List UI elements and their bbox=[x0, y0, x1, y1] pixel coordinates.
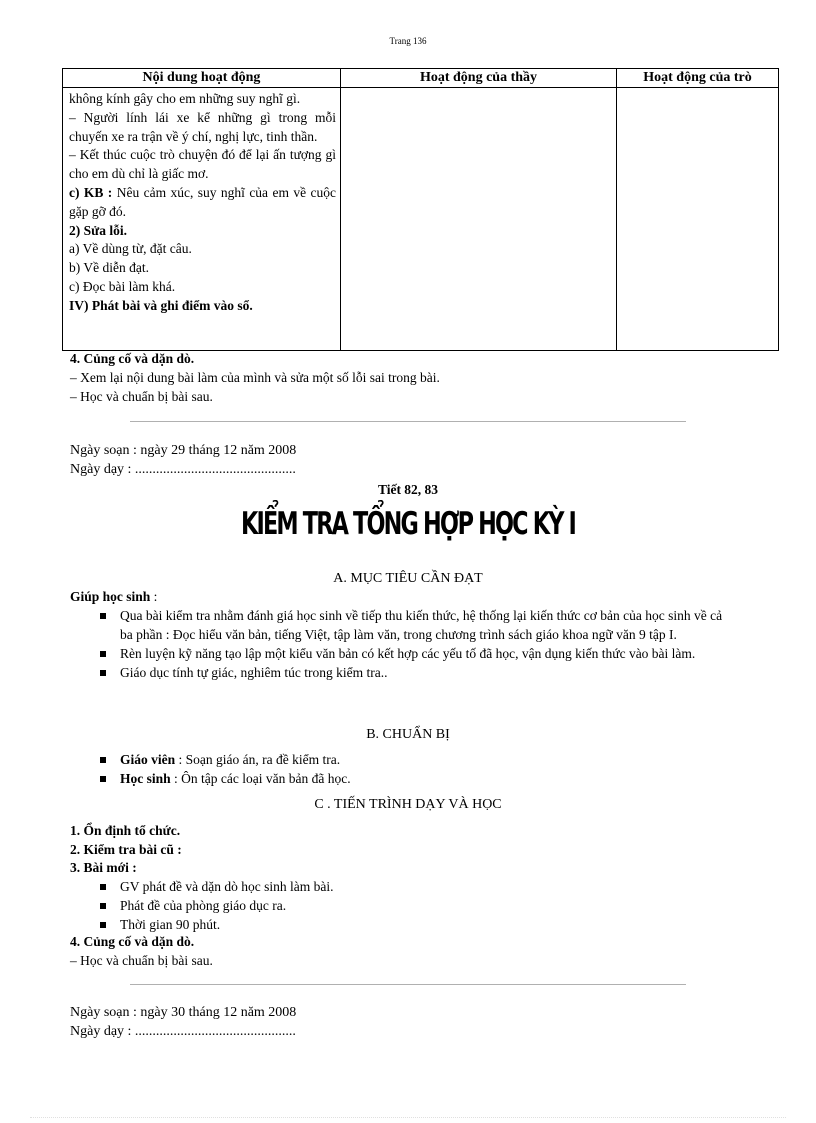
list-item bbox=[120, 769, 730, 788]
goal-text: Qua bài kiểm tra nhằm đánh giá học sinh về tiếp thu kiến thức, hệ thống lại kiến thức cơ bản của học sinh về cả ba phần : Đọc hiểu văn bản, tiếng Việt, tập làm văn, trong chương trình sách giáo khoa ngữ văn 9 tập I. bbox=[120, 608, 723, 642]
activity-table bbox=[62, 68, 779, 351]
content-line: – Người lính lái xe kể những gì trong mỗi chuyến xe ra trận về ý chí, nghị lực, tinh thần. bbox=[69, 109, 336, 144]
title-wrap bbox=[0, 506, 816, 542]
fix-b: b) Về diễn đạt. bbox=[69, 260, 149, 276]
item-text: Thời gian 90 phút. bbox=[120, 917, 221, 932]
next-date-prepared: Ngày soạn : ngày 30 tháng 12 năm 2008 bbox=[70, 1005, 297, 1020]
conclusion-text: Nêu cảm xúc, suy nghĩ của em về cuộc gặp gỡ đó. bbox=[69, 184, 336, 219]
header-student: Hoạt động của trò bbox=[617, 69, 779, 88]
bullet-icon bbox=[100, 757, 106, 763]
step-1: 1. Ổn định tổ chức. bbox=[70, 823, 181, 838]
bullet-icon bbox=[100, 884, 106, 890]
list-item bbox=[120, 644, 730, 663]
fix-c: c) Đọc bài làm khá. bbox=[69, 278, 176, 294]
table-header-row bbox=[63, 69, 779, 88]
consolidate-line-1: – Xem lại nội dung bài làm của mình và sửa một số lỗi sai trong bài. bbox=[70, 370, 440, 385]
next-date-taught: Ngày dạy : .............................................. bbox=[70, 1024, 296, 1039]
step-2: 2. Kiểm tra bài cũ : bbox=[70, 842, 182, 857]
date-taught: Ngày dạy : .............................................. bbox=[70, 462, 296, 477]
section-a-heading: A. MỤC TIÊU CẦN ĐẠT bbox=[333, 571, 483, 586]
new-lesson-list bbox=[120, 877, 730, 934]
list-item bbox=[120, 896, 730, 915]
conclusion-label: c) KB : bbox=[69, 184, 113, 200]
consolidate-title: 4. Củng cố và dặn dò. bbox=[70, 351, 195, 366]
exam-title: KIỂM TRA TỔNG HỢP HỌC KỲ I bbox=[240, 506, 576, 542]
prep-text: : Soạn giáo án, ra đề kiểm tra. bbox=[175, 752, 341, 767]
date-prepared: Ngày soạn : ngày 29 tháng 12 năm 2008 bbox=[70, 443, 297, 458]
period-label: Tiết 82, 83 bbox=[377, 482, 439, 497]
prep-list bbox=[120, 750, 730, 788]
bullet-icon bbox=[100, 922, 106, 928]
item-text: GV phát đề và dặn dò học sinh làm bài. bbox=[120, 879, 334, 894]
content-line: không kính gây cho em những suy nghĩ gì. bbox=[69, 91, 301, 106]
list-item bbox=[120, 915, 730, 934]
step-4: 4. Củng cố và dặn dò. bbox=[70, 934, 195, 949]
bullet-icon bbox=[100, 903, 106, 909]
list-item bbox=[120, 877, 730, 896]
page-number-header: Trang 136 bbox=[389, 36, 427, 46]
help-students-line bbox=[70, 587, 157, 606]
header-content: Nội dung hoạt động bbox=[63, 69, 341, 88]
return-title: IV) Phát bài và ghi điểm vào sổ. bbox=[69, 297, 253, 313]
consolidate-line-2: – Học và chuẩn bị bài sau. bbox=[70, 389, 213, 404]
help-label: Giúp học sinh bbox=[70, 589, 151, 604]
bullet-icon bbox=[100, 651, 106, 657]
divider bbox=[130, 421, 686, 422]
fix-title: 2) Sửa lỗi. bbox=[69, 222, 127, 238]
section-c-heading: C . TIẾN TRÌNH DẠY VÀ HỌC bbox=[314, 797, 502, 812]
bullet-icon bbox=[100, 670, 106, 676]
item-text: Phát đề của phòng giáo dục ra. bbox=[120, 898, 287, 913]
fix-a: a) Về dùng từ, đặt câu. bbox=[69, 241, 192, 257]
step-4-line: – Học và chuẩn bị bài sau. bbox=[70, 953, 213, 968]
help-colon: : bbox=[150, 589, 158, 604]
teacher-cell bbox=[341, 88, 617, 351]
prep-label: Học sinh bbox=[120, 771, 171, 786]
step-3: 3. Bài mới : bbox=[70, 860, 137, 875]
table-row bbox=[63, 88, 779, 351]
section-b-heading: B. CHUẨN BỊ bbox=[366, 727, 450, 742]
list-item bbox=[120, 663, 730, 682]
list-item bbox=[120, 750, 730, 769]
student-cell bbox=[617, 88, 779, 351]
goal-text: Giáo dục tính tự giác, nghiêm túc trong kiểm tra.. bbox=[120, 665, 388, 680]
conclusion-line bbox=[69, 184, 336, 222]
goals-list bbox=[120, 606, 730, 682]
goal-text: Rèn luyện kỹ năng tạo lập một kiểu văn bản có kết hợp các yếu tố đã học, vận dụng kiến thức vào bài làm. bbox=[120, 646, 696, 661]
bullet-icon bbox=[100, 776, 106, 782]
content-line: – Kết thúc cuộc trò chuyện đó để lại ấn tượng gì cho em dù chỉ là giấc mơ. bbox=[69, 147, 336, 182]
bullet-icon bbox=[100, 613, 106, 619]
content-cell bbox=[63, 88, 341, 351]
prep-text: : Ôn tập các loại văn bản đã học. bbox=[170, 771, 351, 786]
prep-label: Giáo viên bbox=[120, 752, 176, 767]
header-teacher: Hoạt động của thầy bbox=[341, 69, 617, 88]
list-item bbox=[120, 606, 730, 644]
divider bbox=[130, 984, 686, 985]
page-bottom-border bbox=[30, 1117, 786, 1118]
